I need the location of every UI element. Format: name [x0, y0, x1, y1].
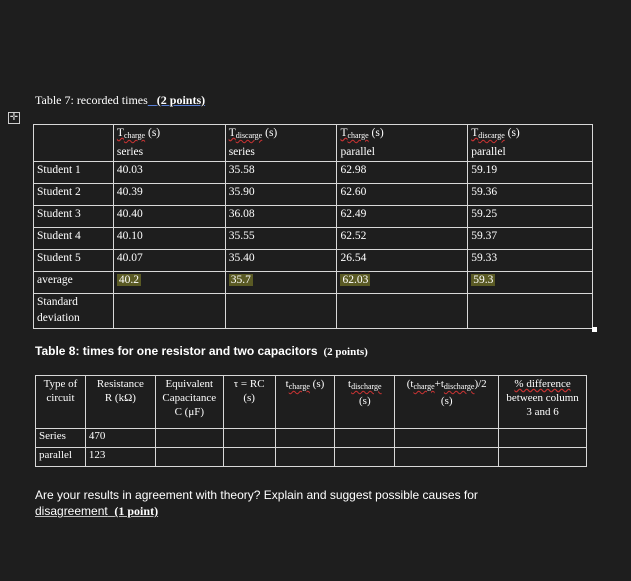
question-text: Are your results in agreement with theory? Explain and suggest possible causes for: [35, 488, 478, 502]
table7-header-col1: $T_{charge}$ (s) series: [113, 125, 225, 162]
table-cell[interactable]: [275, 448, 335, 467]
table8-header-row: [36, 376, 587, 429]
table7-caption-text: Table 7: recorded times: [35, 93, 148, 107]
table-cell[interactable]: 40.03: [113, 162, 225, 184]
table-cell[interactable]: 123: [85, 448, 155, 467]
table-cell[interactable]: [223, 448, 275, 467]
table7-average-row: [34, 272, 593, 294]
table-cell[interactable]: [155, 448, 223, 467]
average-cell[interactable]: 62.03: [337, 272, 468, 294]
table7-std-row: [34, 294, 593, 329]
table-cell[interactable]: [395, 429, 499, 448]
table-cell[interactable]: 35.40: [225, 250, 337, 272]
table-row: [34, 228, 593, 250]
table7-header-col4: $T_{discarge}$ (s) parallel: [468, 125, 593, 162]
table-cell[interactable]: [468, 294, 593, 329]
question-points: (1 point): [114, 504, 159, 518]
average-cell[interactable]: 40.2: [113, 272, 225, 294]
table-row: [34, 184, 593, 206]
table7-header-empty: [34, 125, 114, 162]
table-cell[interactable]: [113, 294, 225, 329]
table-cell[interactable]: 59.36: [468, 184, 593, 206]
row-label: Student 1: [34, 162, 114, 184]
table7-caption: [35, 93, 205, 108]
table-cell[interactable]: 35.55: [225, 228, 337, 250]
table-cell[interactable]: [275, 429, 335, 448]
table7-caption-points: (2 points): [156, 93, 206, 107]
row-label: Series: [36, 429, 86, 448]
table-row: [34, 206, 593, 228]
table-cell[interactable]: 59.37: [468, 228, 593, 250]
table7-header-col2: $T_{discarge}$ (s) series: [225, 125, 337, 162]
table7: [33, 124, 593, 329]
average-cell[interactable]: 35.7: [225, 272, 337, 294]
table7-caption-spacer: [148, 93, 157, 107]
table-cell[interactable]: 36.08: [225, 206, 337, 228]
table-cell[interactable]: 35.90: [225, 184, 337, 206]
table-cell[interactable]: [337, 294, 468, 329]
table-cell[interactable]: 40.10: [113, 228, 225, 250]
table-cell[interactable]: 62.98: [337, 162, 468, 184]
table8-header-difference: % difference between column 3 and 6: [499, 376, 587, 429]
table7-header-row: [34, 125, 593, 162]
row-label: average: [34, 272, 114, 294]
table-cell[interactable]: 59.33: [468, 250, 593, 272]
table-cell[interactable]: 62.60: [337, 184, 468, 206]
table-cell[interactable]: 26.54: [337, 250, 468, 272]
table-cell[interactable]: [225, 294, 337, 329]
table-cell[interactable]: [223, 429, 275, 448]
table-cell[interactable]: [335, 429, 395, 448]
table8-header-tdischarge: $t_{discharge}$ (s): [335, 376, 395, 429]
table-cell[interactable]: 40.40: [113, 206, 225, 228]
table-cell[interactable]: 40.07: [113, 250, 225, 272]
table-cell[interactable]: 470: [85, 429, 155, 448]
table8-caption-text: Table 8: times for one resistor and two capacitors: [35, 344, 318, 358]
table7-header-col3: $T_{charge}$ (s) parallel: [337, 125, 468, 162]
row-label: Student 2: [34, 184, 114, 206]
table-row: [34, 162, 593, 184]
table8-header-tau: τ = RC (s): [223, 376, 275, 429]
table-cell[interactable]: [155, 429, 223, 448]
table8-header-type: Type of circuit: [36, 376, 86, 429]
table8-caption: [35, 344, 368, 359]
resize-handle-icon[interactable]: [592, 327, 597, 332]
table-cell[interactable]: 59.19: [468, 162, 593, 184]
table-cell[interactable]: 62.52: [337, 228, 468, 250]
question-paragraph: [35, 487, 575, 519]
table-cell[interactable]: 62.49: [337, 206, 468, 228]
move-handle-icon[interactable]: ✛: [9, 112, 19, 123]
table-row: [36, 429, 587, 448]
table-row: [34, 250, 593, 272]
row-label: Standard deviation: [34, 294, 114, 329]
table8-header-capacitance: Equivalent Capacitance C (μF): [155, 376, 223, 429]
table8-header-resistance: Resistance R (kΩ): [85, 376, 155, 429]
table8: [35, 375, 587, 467]
table8-header-tcharge: $t_{charge}$ (s): [275, 376, 335, 429]
table-cell[interactable]: [395, 448, 499, 467]
table-cell[interactable]: [499, 429, 587, 448]
table-cell[interactable]: 35.58: [225, 162, 337, 184]
average-cell[interactable]: 59.3: [468, 272, 593, 294]
table-cell[interactable]: 59.25: [468, 206, 593, 228]
table8-header-average: $(t_{charge}+t_{discharge})/2$ (s): [395, 376, 499, 429]
table-row: [36, 448, 587, 467]
row-label: parallel: [36, 448, 86, 467]
table-cell[interactable]: [499, 448, 587, 467]
row-label: Student 5: [34, 250, 114, 272]
table8-caption-points: (2 points): [323, 346, 368, 358]
question-text-line2: disagreement: [35, 504, 108, 518]
table-cell[interactable]: [335, 448, 395, 467]
row-label: Student 3: [34, 206, 114, 228]
row-label: Student 4: [34, 228, 114, 250]
table-cell[interactable]: 40.39: [113, 184, 225, 206]
